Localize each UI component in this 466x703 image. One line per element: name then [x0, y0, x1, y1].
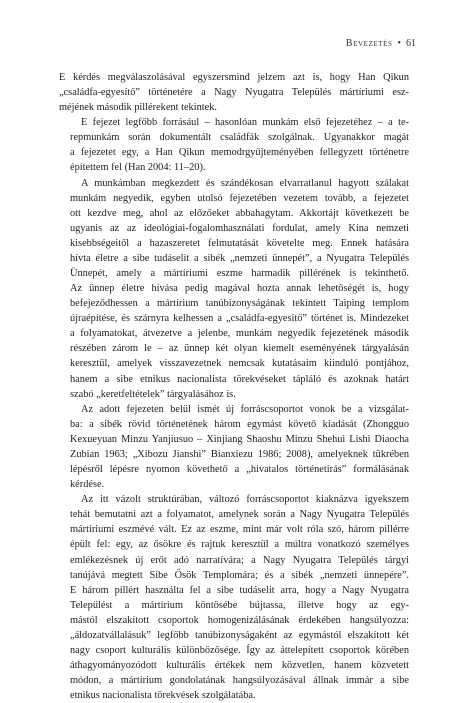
paragraph: [59, 70, 409, 115]
text-line: emlékezésnek új erőt adó narratívára; a Nagy Nyugatra Település tárgyi: [70, 554, 409, 566]
running-header: [346, 38, 416, 49]
paragraph: [59, 402, 409, 492]
body-text: [59, 70, 409, 703]
text-line: keresztül, amelyek visszavezetnek nemcsak kutatásaim kiinduló pontjához,: [70, 358, 409, 370]
paragraph: [59, 176, 409, 402]
text-line: Zubian 1963; „Xibozu Jianshi” Bianxiezu 1986; 2008), amelyeknek tükrében: [70, 448, 409, 460]
text-line: E fejezet legfőbb forrásául – hasonlóan munkám első fejezetéhez – a te-: [81, 117, 409, 129]
text-line: szabó „keretfeltételek” tárgyalásához is.: [70, 388, 236, 400]
text-line: a folyamatokat, átvezetve a jelenbe, munkám negyedik fejezetének második: [70, 328, 409, 340]
text-line: tehát bemutatni azt a folyamatot, amelynek során a Nagy Nyugatra Település: [70, 509, 409, 521]
text-line: etnikus nacionalista törekvések szolgálatába.: [70, 690, 256, 702]
text-line: újraépítése, és szárnyra kelhessen a „családfa-egyesítő” történet is. Mindezeket: [70, 313, 409, 325]
text-line: tanújává megtett Sibe Ősök Templomára; és a sibék „nemzeti ünnepére”.: [70, 569, 409, 581]
text-line: mártíriumi eszmévé vált. Ez az eszme, mint már volt róla szó, három pillérre: [70, 524, 409, 536]
text-line: E kérdés megválaszolásával egyszersmind jelzem azt is, hogy Han Qikun: [59, 72, 409, 83]
paragraph: [59, 492, 409, 703]
text-line: „áldozatvállalásuk” legfőbb tanúbizonyságaként az egymástól elszakított két: [70, 629, 409, 641]
page-number: 61: [406, 38, 416, 49]
text-line: kisebbségeitől a hazaszeretet felmutatását követelte meg. Ennek hatására: [70, 237, 409, 249]
text-line: mástól elszakított csoportok homogenizálásának érdekében hangsúlyozza:: [70, 614, 409, 626]
text-line: munkám negyedik, egyben utolsó fejezetében vezetem tovább, a fejezetet: [70, 192, 409, 204]
text-line: részében zárom le – az ünnep két olyan kiemelt eseményének tárgyalásán: [70, 343, 409, 355]
text-line: Az adott fejezeten belül ismét új forráscsoportot vonok be a vizsgálat-: [81, 403, 409, 415]
text-line: A munkámban megkezdett és szándékosan elvarratlanul hagyott szálakat: [81, 177, 409, 189]
text-line: Kexueyuan Minzu Yanjiusuo – Xinjiang Shaoshu Minzu Shehui Lishi Diaocha: [70, 433, 409, 445]
text-line: a fejezetet egy, a Han Qikun memodrgyűjteményében fellegyzett történetre: [70, 147, 409, 159]
text-line: hanem a sibe etnikus nacionalista törekvéseket tápláló és azoknak határt: [70, 373, 409, 385]
text-line: befejeződhessen a mártírium tanúbizonyságának tekintett Taiping templom: [70, 298, 409, 310]
paragraph: [59, 115, 409, 175]
text-line: ugyanis az az ideológiai-fogalomhasználati fordulat, amely Kína nemzeti: [70, 222, 409, 234]
running-title: Bevezetés: [345, 38, 393, 49]
text-line: lépésről lépésre nyomon követhető a „hivatalos történetírás” formálásának: [70, 464, 409, 476]
text-line: ott kezdve meg, ahol az előzőeket abbahagytam. Akkortájt következett be: [70, 207, 409, 219]
text-line: repmunkám során dokumentált családfák szolgálnak. Ugyanakkor magát: [70, 132, 409, 144]
header-separator: •: [397, 38, 401, 49]
text-line: hívta életre a sibe tudáselit a sibék „nemzeti ünnepét”, a Nyugatra Település: [70, 252, 409, 264]
text-line: Települést a mártírium köntösébe bújtassa, illetve hogy az egy-: [70, 599, 409, 611]
text-line: módon, a mártírium gondolatának hangsúlyozásával állnak immár a sibe: [70, 675, 409, 687]
text-line: áthagyományozódott kulturális értékek nem közvetlen, hanem közvetett: [70, 660, 409, 672]
text-line: E három pillért használta fel a sibe tudáselit arra, hogy a Nagy Nyugatra: [70, 584, 409, 596]
text-line: „családfa-egyesítő” történetére a Nagy Nyugatra Település mártíriumi esz-: [59, 87, 409, 99]
text-line: Ünnepét, amely a mártíriumi eszme harmadik pillérének is tekinthető.: [70, 268, 409, 280]
text-line: ba: a sibék rövid történetének három egymást követő kiadását (Zhongguo: [70, 418, 409, 430]
text-line: kérdése.: [70, 479, 105, 491]
text-line: építettem fel (Han 2004: 11–20).: [70, 162, 206, 174]
text-line: méjének második pillérekent tekintek.: [59, 102, 217, 114]
text-line: épült fel: egy, az ősökre és rajtuk keresztül a múltra vonatkozó személyes: [70, 539, 409, 551]
text-line: Az itt vázolt struktúrában, változó forráscsoportot kiaknázva igyekszem: [81, 494, 409, 506]
text-line: nagy csoport kulturális különbözősége. Így az áttelepített csoportok körében: [70, 644, 409, 656]
text-line: Az ünnep életre hívása pedig magával hozta annak lehetőségét is, hogy: [70, 283, 409, 295]
